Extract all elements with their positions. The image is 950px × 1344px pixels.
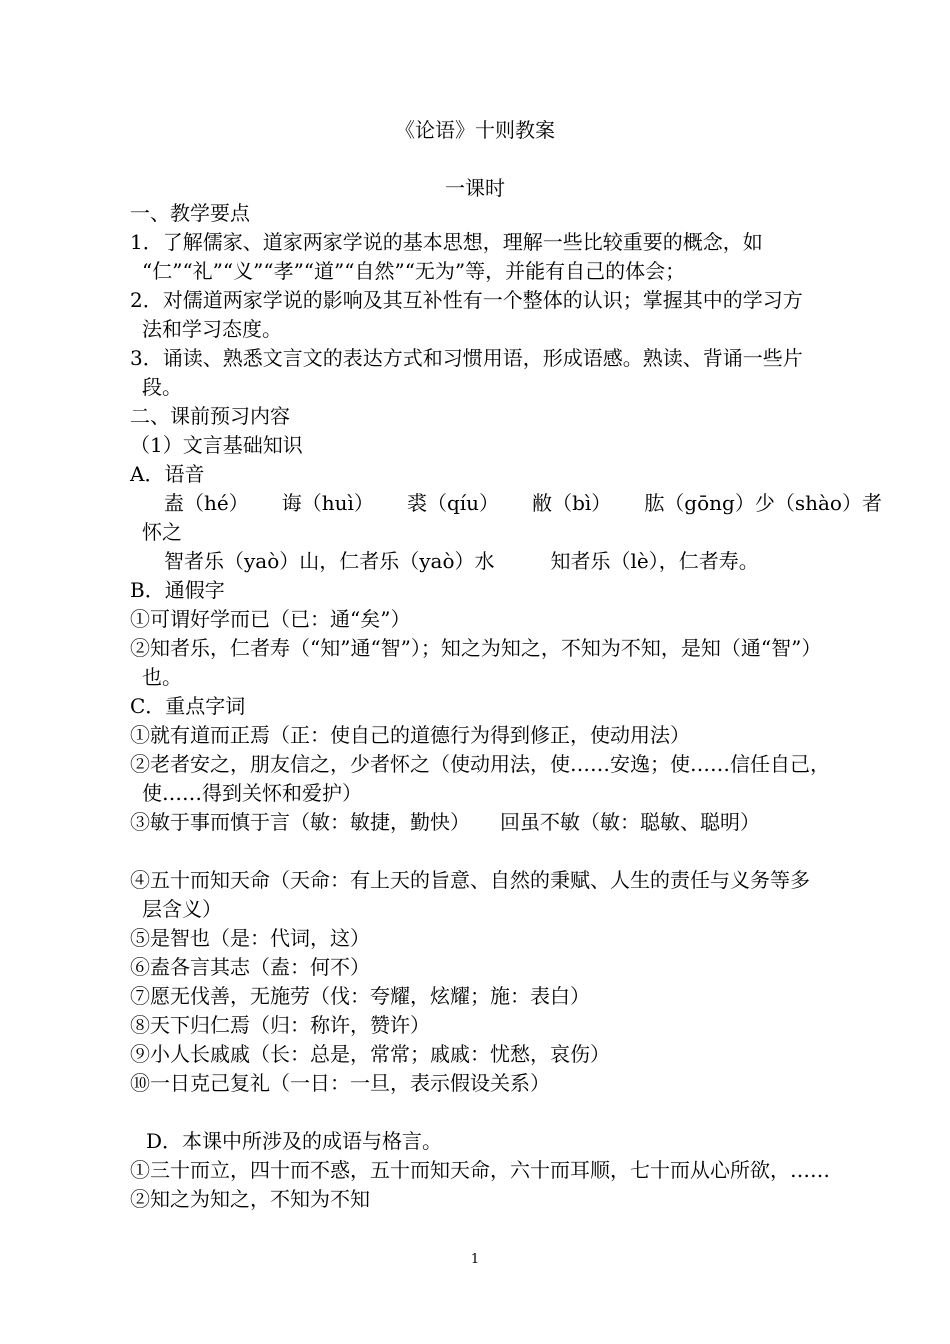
list-item: ②知之为知之，不知为不知 [130,1187,370,1211]
list-item: ①就有道而正焉（正：使自己的道德行为得到修正，使动用法） [130,723,690,747]
pronunciation-item: 裘（qíu） [406,491,500,515]
list-item: ⑩一日克己复礼（一日：一旦，表示假设关系） [130,1071,550,1095]
subsection-heading: （1）文言基础知识 [130,433,303,457]
document-title: 《论语》十则教案 [395,118,555,142]
list-item: ②老者安之，朋友信之，少者怀之（使动用法，使……安逸；使……信任自己， [130,752,830,776]
pronunciation-item: 智者乐（yaò）山，仁者乐（yaò）水 [164,549,495,573]
list-item: ③敏于事而慎于言（敏：敏捷，勤快） 回虽不敏（敏：聪敏、聪明） [130,810,760,834]
list-item: 也。 [142,665,182,689]
pronunciation-item: 盍（hé） [164,491,249,515]
section-heading: 二、课前预习内容 [130,404,290,428]
paragraph-line: 法和学习态度。 [142,317,282,341]
list-item: ⑤是智也（是：代词，这） [130,926,370,950]
paragraph-line: 怀之 [142,520,182,544]
list-item: ⑨小人长戚戚（长：总是，常常；戚戚：忧愁，哀伤） [130,1042,610,1066]
list-item: ①可谓好学而已（已：通“矣”） [130,607,411,631]
subsection-heading: A．语音 [130,462,205,486]
pronunciation-item: 知者乐（lè），仁者寿。 [550,549,759,573]
pronunciation-row [130,547,882,576]
subsection-heading: C．重点字词 [130,694,246,718]
lesson-period: 一课时 [445,176,505,200]
subsection-heading: D．本课中所涉及的成语与格言。 [146,1129,443,1153]
list-item: ⑧天下归仁焉（归：称许，赞许） [130,1013,430,1037]
subsection-heading: B．通假字 [130,578,225,602]
document-body [130,199,882,1214]
list-item: ⑥盍各言其志（盍：何不） [130,955,370,979]
paragraph-line: “仁”“礼”“义”“孝”“道”“自然”“无为”等，并能有自己的体会； [142,259,686,283]
list-item: ⑦愿无伐善，无施劳（伐：夸耀，炫耀；施：表白） [130,984,590,1008]
paragraph-line: 2．对儒道两家学说的影响及其互补性有一个整体的认识；掌握其中的学习方 [130,288,803,312]
list-item: ②知者乐，仁者寿（“知”通“智”）；知之为知之，不知为不知，是知（通“智”） [130,636,822,660]
paragraph-line: 段。 [142,375,182,399]
list-item: ④五十而知天命（天命：有上天的旨意、自然的秉赋、人生的责任与义务等多 [130,868,810,892]
paragraph-line: 3．诵读、熟悉文言文的表达方式和习惯用语，形成语感。熟读、背诵一些片 [130,346,803,370]
list-item: 使……得到关怀和爱护） [142,781,362,805]
pronunciation-item: 敝（bì） [532,491,612,515]
paragraph-line: 1．了解儒家、道家两家学说的基本思想，理解一些比较重要的概念，如 [130,230,763,254]
list-item: 层含义） [142,897,222,921]
section-heading: 一、教学要点 [130,201,250,225]
pronunciation-row [130,489,882,518]
pronunciation-item: 肱（gōng）少（shào）者 [644,491,882,515]
page-number: 1 [470,1252,480,1267]
pronunciation-item: 诲（huì） [281,491,374,515]
list-item: ①三十而立，四十而不惑，五十而知天命，六十而耳顺，七十而从心所欲，…… [130,1158,830,1182]
